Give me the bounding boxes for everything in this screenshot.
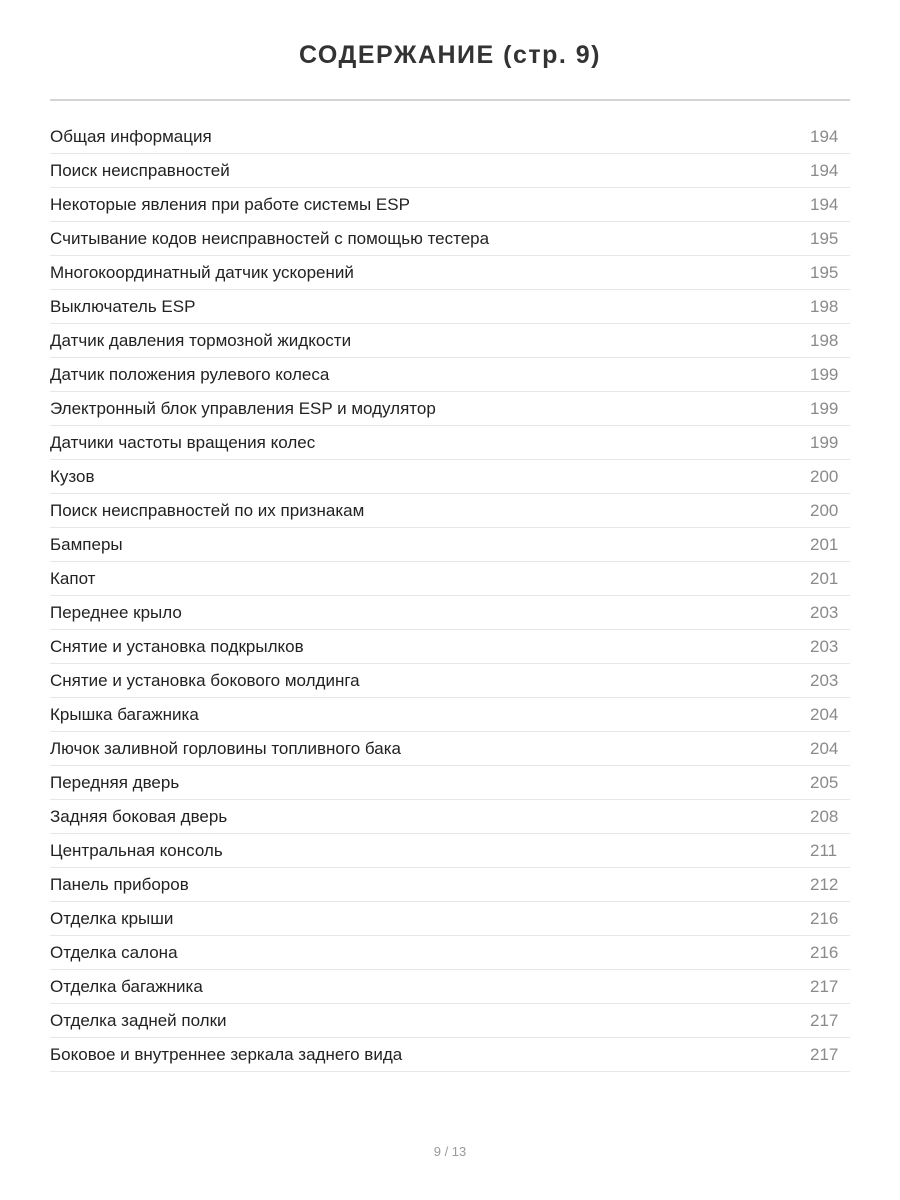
toc-entry-title: Снятие и установка бокового молдинга [50, 670, 360, 690]
toc-entry-title: Отделка крыши [50, 908, 174, 928]
toc-entry-page-number: 208 [810, 806, 839, 826]
toc-entry-title: Датчик положения рулевого колеса [50, 364, 330, 384]
toc-entry-page-number: 204 [810, 738, 839, 758]
toc-entry[interactable] [50, 596, 850, 630]
toc-entry[interactable] [50, 494, 850, 528]
toc-entry[interactable] [50, 222, 850, 256]
toc-entry-page-number: 203 [810, 602, 839, 622]
toc-entry-page-number: 217 [810, 1044, 839, 1064]
toc-entry-title: Датчики частоты вращения колес [50, 432, 316, 452]
toc-entry-page-number: 201 [810, 568, 839, 588]
toc-entry[interactable] [50, 664, 850, 698]
toc-entry-title: Снятие и установка подкрылков [50, 636, 304, 656]
toc-entry[interactable] [50, 562, 850, 596]
toc-entry[interactable] [50, 120, 850, 154]
toc-entry[interactable] [50, 460, 850, 494]
toc-entry-title: Отделка багажника [50, 976, 203, 996]
toc-entry-page-number: 203 [810, 636, 839, 656]
toc-entry-page-number: 198 [810, 330, 839, 350]
toc-entry-title: Боковое и внутреннее зеркала заднего вида [50, 1044, 403, 1064]
toc-entry-title: Центральная консоль [50, 840, 223, 860]
toc-entry-page-number: 199 [810, 364, 839, 384]
toc-entry-title: Считывание кодов неисправностей с помощью тестера [50, 228, 490, 248]
toc-entry-page-number: 201 [810, 534, 839, 554]
toc-entry-page-number: 194 [810, 160, 839, 180]
toc-entry-page-number: 211 [810, 840, 838, 860]
title-divider [50, 99, 850, 101]
toc-entry-page-number: 212 [810, 874, 839, 894]
toc-entry-page-number: 199 [810, 432, 839, 452]
toc-entry-page-number: 200 [810, 500, 839, 520]
toc-entry-page-number: 195 [810, 228, 839, 248]
toc-entry[interactable] [50, 732, 850, 766]
toc-entry-page-number: 194 [810, 126, 839, 146]
toc-entry[interactable] [50, 970, 850, 1004]
toc-entry[interactable] [50, 324, 850, 358]
toc-entry-title: Электронный блок управления ESP и модулятор [50, 398, 436, 418]
toc-entry[interactable] [50, 834, 850, 868]
toc-entry-title: Переднее крыло [50, 602, 182, 622]
toc-entry-title: Кузов [50, 466, 95, 486]
toc-entry-page-number: 203 [810, 670, 839, 690]
toc-entry-title: Крышка багажника [50, 704, 199, 724]
toc-entry-page-number: 217 [810, 1010, 839, 1030]
toc-entry-title: Капот [50, 568, 96, 588]
toc-entry[interactable] [50, 426, 850, 460]
toc-entry-page-number: 198 [810, 296, 839, 316]
table-of-contents [50, 120, 850, 1072]
toc-entry-page-number: 194 [810, 194, 839, 214]
toc-entry-title: Передняя дверь [50, 772, 180, 792]
toc-entry-page-number: 205 [810, 772, 839, 792]
toc-entry-title: Лючок заливной горловины топливного бака [50, 738, 401, 758]
toc-entry[interactable] [50, 936, 850, 970]
toc-entry[interactable] [50, 1038, 850, 1072]
toc-entry[interactable] [50, 188, 850, 222]
toc-entry[interactable] [50, 766, 850, 800]
toc-entry-title: Многокоординатный датчик ускорений [50, 262, 354, 282]
toc-entry-page-number: 204 [810, 704, 839, 724]
toc-entry-title: Задняя боковая дверь [50, 806, 228, 826]
toc-entry-page-number: 216 [810, 908, 839, 928]
toc-entry-title: Датчик давления тормозной жидкости [50, 330, 352, 350]
toc-entry-title: Поиск неисправностей по их признакам [50, 500, 365, 520]
toc-entry-page-number: 195 [810, 262, 839, 282]
toc-entry[interactable] [50, 868, 850, 902]
toc-entry-title: Общая информация [50, 126, 212, 146]
toc-entry-title: Некоторые явления при работе системы ESP [50, 194, 410, 214]
toc-entry-page-number: 216 [810, 942, 839, 962]
page-counter: 9 / 13 [433, 1144, 467, 1159]
toc-entry[interactable] [50, 290, 850, 324]
toc-entry-page-number: 217 [810, 976, 839, 996]
toc-entry[interactable] [50, 902, 850, 936]
toc-entry-title: Отделка задней полки [50, 1010, 227, 1030]
toc-entry-title: Бамперы [50, 534, 123, 554]
page-title: СОДЕРЖАНИЕ (стр. 9) [298, 41, 602, 69]
toc-entry-title: Поиск неисправностей [50, 160, 230, 180]
toc-entry[interactable] [50, 358, 850, 392]
toc-entry[interactable] [50, 256, 850, 290]
toc-entry[interactable] [50, 800, 850, 834]
toc-entry[interactable] [50, 392, 850, 426]
toc-entry[interactable] [50, 1004, 850, 1038]
toc-entry-title: Выключатель ESP [50, 296, 196, 316]
toc-entry-title: Панель приборов [50, 874, 189, 894]
toc-entry-page-number: 200 [810, 466, 839, 486]
toc-entry-title: Отделка салона [50, 942, 178, 962]
toc-entry[interactable] [50, 528, 850, 562]
toc-entry-page-number: 199 [810, 398, 839, 418]
toc-entry[interactable] [50, 154, 850, 188]
toc-entry[interactable] [50, 630, 850, 664]
toc-entry[interactable] [50, 698, 850, 732]
